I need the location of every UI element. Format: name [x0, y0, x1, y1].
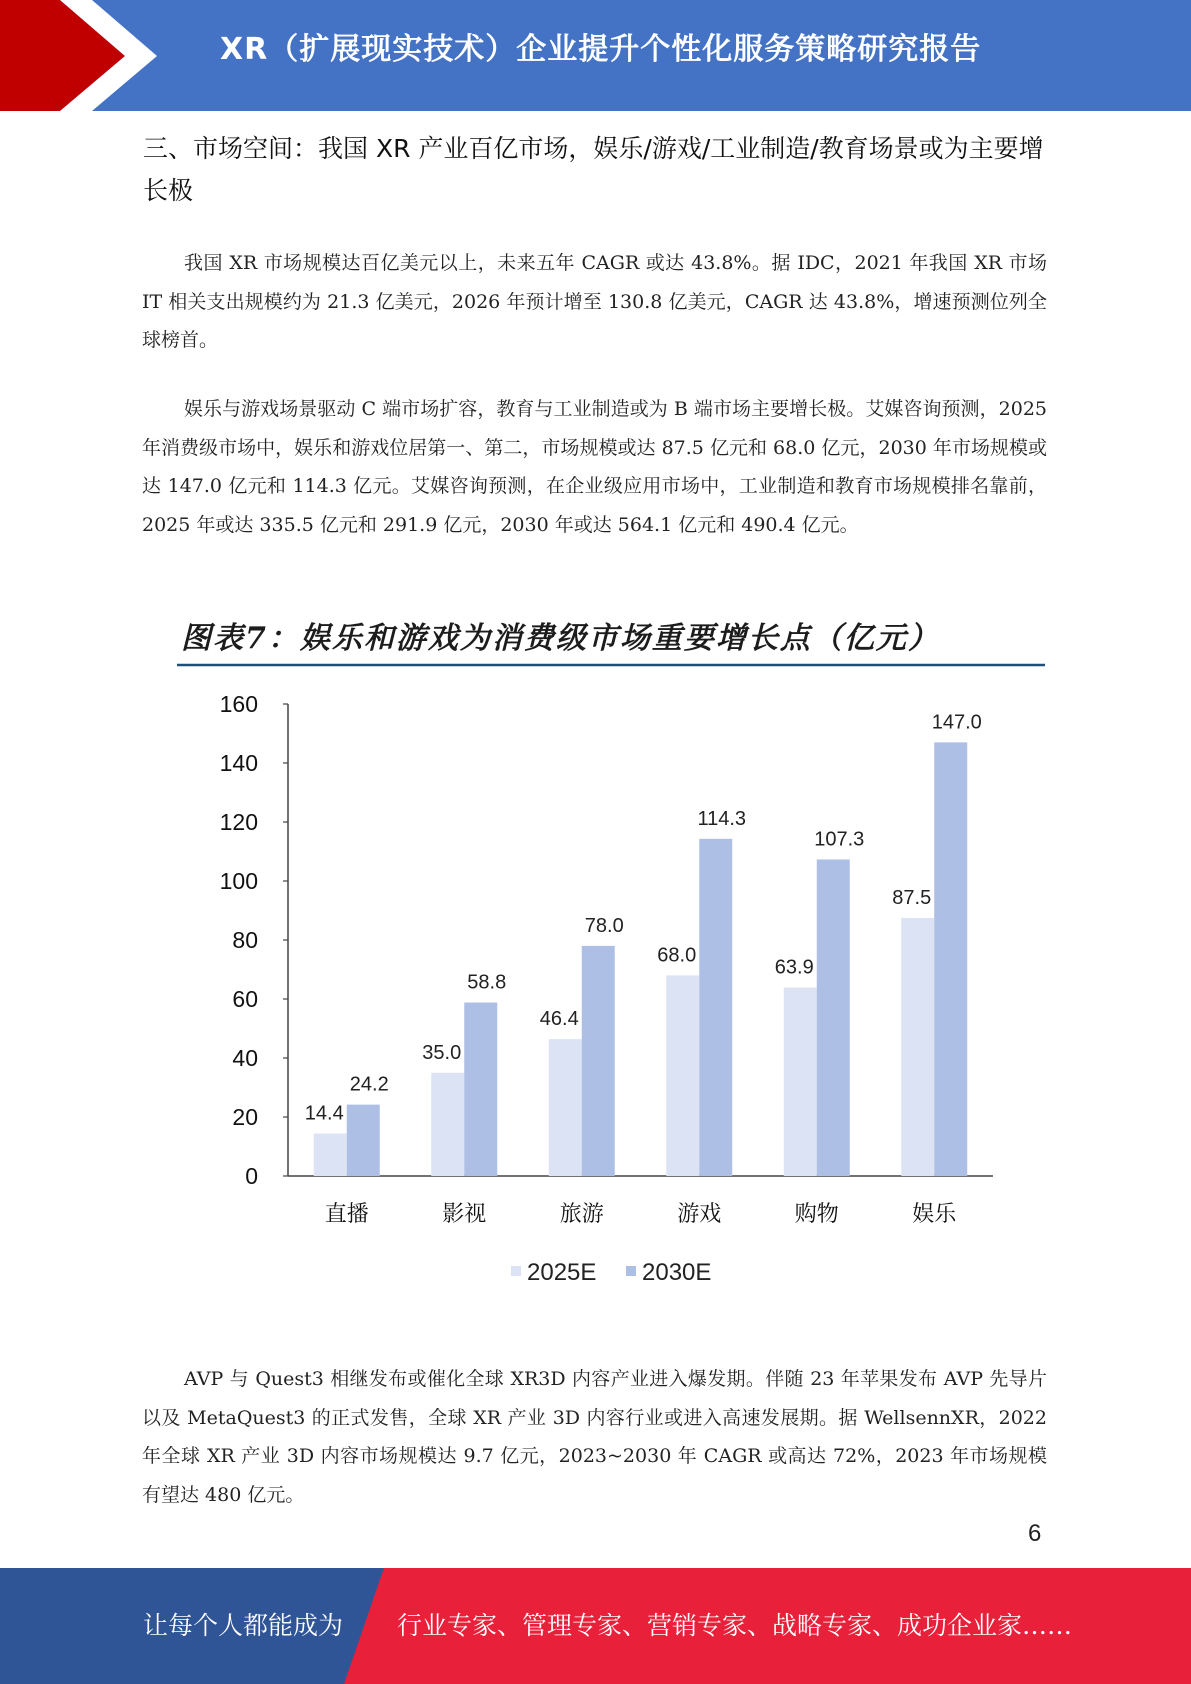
- y-tick-label: 80: [232, 927, 258, 953]
- bar-2025E-4: [666, 975, 699, 1176]
- bar-2030E-1: [347, 1105, 380, 1176]
- data-label: 107.3: [814, 828, 865, 851]
- data-label: 58.8: [467, 971, 507, 994]
- y-tick-label: 20: [232, 1104, 258, 1130]
- bar-2025E-2: [431, 1073, 464, 1176]
- page-footer: [0, 1568, 1191, 1684]
- paragraph-3d-content: AVP 与 Quest3 相继发布或催化全球 XR3D 内容产业进入爆发期。伴随 23 年苹果发布 AVP 先导片以及 MetaQuest3 的正式发售，全球 XR 产业 3D 内容行业或进入高速发展期。据 WellsennXR，2022 年全球 XR 产业 3D 内容市场规模达 9.7 亿元，2023~2030 年 CAGR 或高达 72%，2023 年市场规模有望达 480 亿元。: [142, 1368, 1047, 1506]
- section-title: 三、市场空间：我国 XR 产业百亿市场，娱乐/游戏/工业制造/教育场景或为主要增长极: [143, 134, 1044, 205]
- bar-2030E-6: [934, 742, 967, 1176]
- data-label: 87.5: [892, 886, 932, 909]
- bar-2025E-1: [314, 1134, 347, 1176]
- x-tick-label: 影视: [442, 1202, 487, 1227]
- x-tick-label: 购物: [794, 1202, 839, 1227]
- page-header: [0, 0, 1191, 111]
- bar-2030E-4: [699, 839, 732, 1176]
- report-title: XR（扩展现实技术）企业提升个性化服务策略研究报告: [220, 32, 982, 67]
- y-tick-label: 0: [245, 1163, 258, 1189]
- data-label: 46.4: [539, 1008, 579, 1031]
- y-tick-label: 60: [232, 986, 258, 1012]
- legend-label-2030E: 2030E: [642, 1259, 712, 1286]
- paragraph-scenarios: 娱乐与游戏场景驱动 C 端市场扩容，教育与工业制造或为 B 端市场主要增长极。艾媒咨询预测，2025 年消费级市场中，娱乐和游戏位居第一、第二，市场规模或达 87.5 亿元和 68.0 亿元，2030 年市场规模或达 147.0 亿元和 114.3 亿元。艾媒咨询预测，在企业级应用市场中，工业制造和教育市场规模排名靠前，2025 年或达 335.5 亿元和 291.9 亿元，2030 年或达 564.1 亿元和 490.4 亿元。: [142, 398, 1047, 536]
- data-label: 78.0: [584, 914, 624, 937]
- paragraph-market-size: 我国 XR 市场规模达百亿美元以上，未来五年 CAGR 或达 43.8%。据 IDC，2021 年我国 XR 市场 IT 相关支出规模约为 21.3 亿美元，2026 年预计增至 130.8 亿美元，CAGR 达 43.8%，增速预测位列全球榜首。: [142, 252, 1047, 351]
- bar-chart: [143, 600, 1048, 1310]
- data-label: 35.0: [422, 1041, 462, 1064]
- bar-2030E-2: [464, 1003, 497, 1176]
- x-tick-label: 旅游: [559, 1202, 604, 1227]
- data-label: 68.0: [657, 944, 697, 967]
- y-tick-label: 160: [219, 691, 258, 717]
- x-tick-label: 娱乐: [912, 1202, 957, 1227]
- footer-slogan-left: 让每个人都能成为: [143, 1611, 344, 1640]
- footer-slogan-right: 行业专家、管理专家、营销专家、战略专家、成功企业家……: [397, 1611, 1073, 1640]
- x-tick-label: 直播: [324, 1202, 369, 1227]
- y-tick-label: 100: [219, 868, 258, 894]
- bar-2025E-6: [901, 918, 934, 1176]
- data-label: 63.9: [774, 956, 814, 979]
- y-tick-label: 140: [219, 750, 258, 776]
- y-tick-label: 40: [232, 1045, 258, 1071]
- data-label: 147.0: [931, 711, 982, 734]
- chart-figure: [143, 600, 1048, 1310]
- legend-swatch-2030E: [626, 1266, 636, 1276]
- data-label: 24.2: [349, 1073, 389, 1096]
- legend-label-2025E: 2025E: [527, 1259, 597, 1286]
- bar-2030E-3: [582, 946, 615, 1176]
- data-label: 114.3: [697, 807, 747, 830]
- y-tick-label: 120: [219, 809, 258, 835]
- bar-2030E-5: [817, 859, 850, 1176]
- page-number: 6: [1028, 1520, 1042, 1547]
- bar-2025E-5: [784, 987, 817, 1176]
- x-tick-label: 游戏: [677, 1202, 722, 1227]
- data-label: 14.4: [304, 1102, 344, 1125]
- chart-title: 图表7：娱乐和游戏为消费级市场重要增长点（亿元）: [181, 621, 940, 656]
- bar-2025E-3: [549, 1039, 582, 1176]
- legend-swatch-2025E: [511, 1266, 521, 1276]
